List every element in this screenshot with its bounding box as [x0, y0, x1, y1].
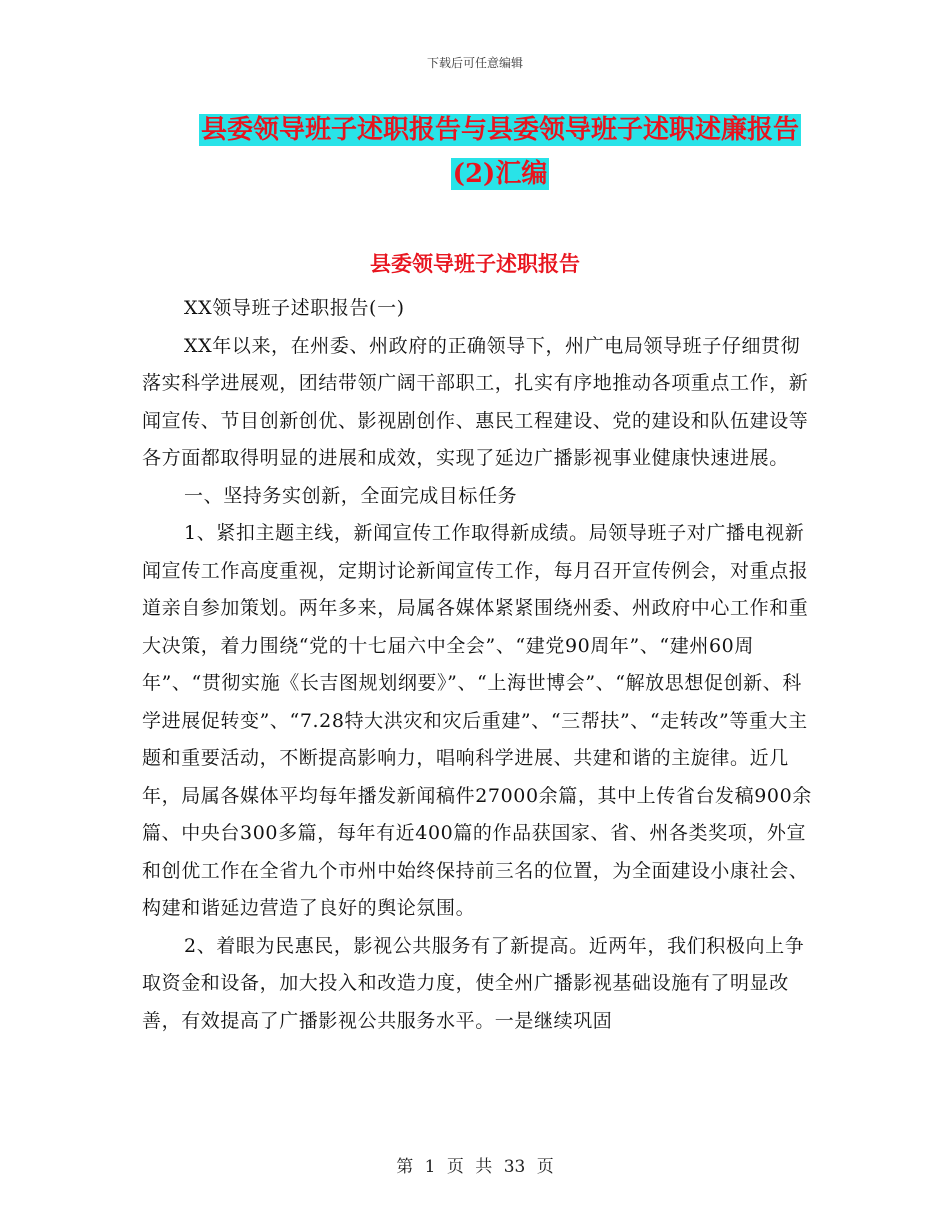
document-title-line-2: (2)汇编 [452, 159, 548, 189]
section-title: 县委领导班子述职报告 [370, 251, 580, 276]
document-title-line-1: 县委领导班子述职报告与县委领导班子述职述廉报告 [200, 115, 799, 145]
page-footer: 第 1 页 共 33 页 [396, 1157, 554, 1177]
paragraph-item-2: 2、着眼为民惠民，影视公共服务有了新提高。近两年，我们积极向上争取资金和设备，加大投入和改造力度，使全州广播影视基础设施有了明显改善，有效提高了广播影视公共服务水平。一是继续巩固 [142, 934, 805, 1032]
document-title [150, 108, 850, 196]
header-note: 下载后可任意编辑 [426, 56, 523, 70]
paragraph-intro: XX年以来，在州委、州政府的正确领导下，州广电局领导班子仔细贯彻落实科学进展观，团结带领广阔干部职工，扎实有序地推动各项重点工作，新闻宣传、节目创新创优、影视剧创作、惠民工程建设、党的建设和队伍建设等各方面都取得明显的进展和成效，实现了延边广播影视事业健康快速进展。 [142, 334, 809, 469]
body-text [142, 290, 818, 1040]
paragraph-item-1: 1、紧扣主题主线，新闻宣传工作取得新成绩。局领导班子对广播电视新闻宣传工作高度重视，定期讨论新闻宣传工作，每月召开宣传例会，对重点报道亲自参加策划。两年多来，局属各媒体紧紧围绕州委、州政府中心工作和重大决策，着力围绕“党的十七届六中全会”、“建党90周年”、“建州60周年”、“贯彻实施《长吉图规划纲要》”、“上海世博会”、“解放思想促创新、科学进展促转变”、“7.28特大洪灾和灾后重建”、“三帮扶”、“走转改”等重大主题和重要活动，不断提高影响力，唱响科学进展、共建和谐的主旋律。近几年，局属各媒体平均每年播发新闻稿件27000余篇，其中上传省台发稿900余篇、中央台300多篇，每年有近400篇的作品获国家、省、州各类奖项，外宣和创优工作在全省九个市州中始终保持前三名的位置，为全面建设小康社会、构建和谐延边营造了良好的舆论氛围。 [142, 522, 812, 919]
paragraph-heading-1: 一、坚持务实创新，全面完成目标任务 [184, 484, 518, 507]
paragraph-subtitle: XX领导班子述职报告(一) [184, 297, 405, 319]
